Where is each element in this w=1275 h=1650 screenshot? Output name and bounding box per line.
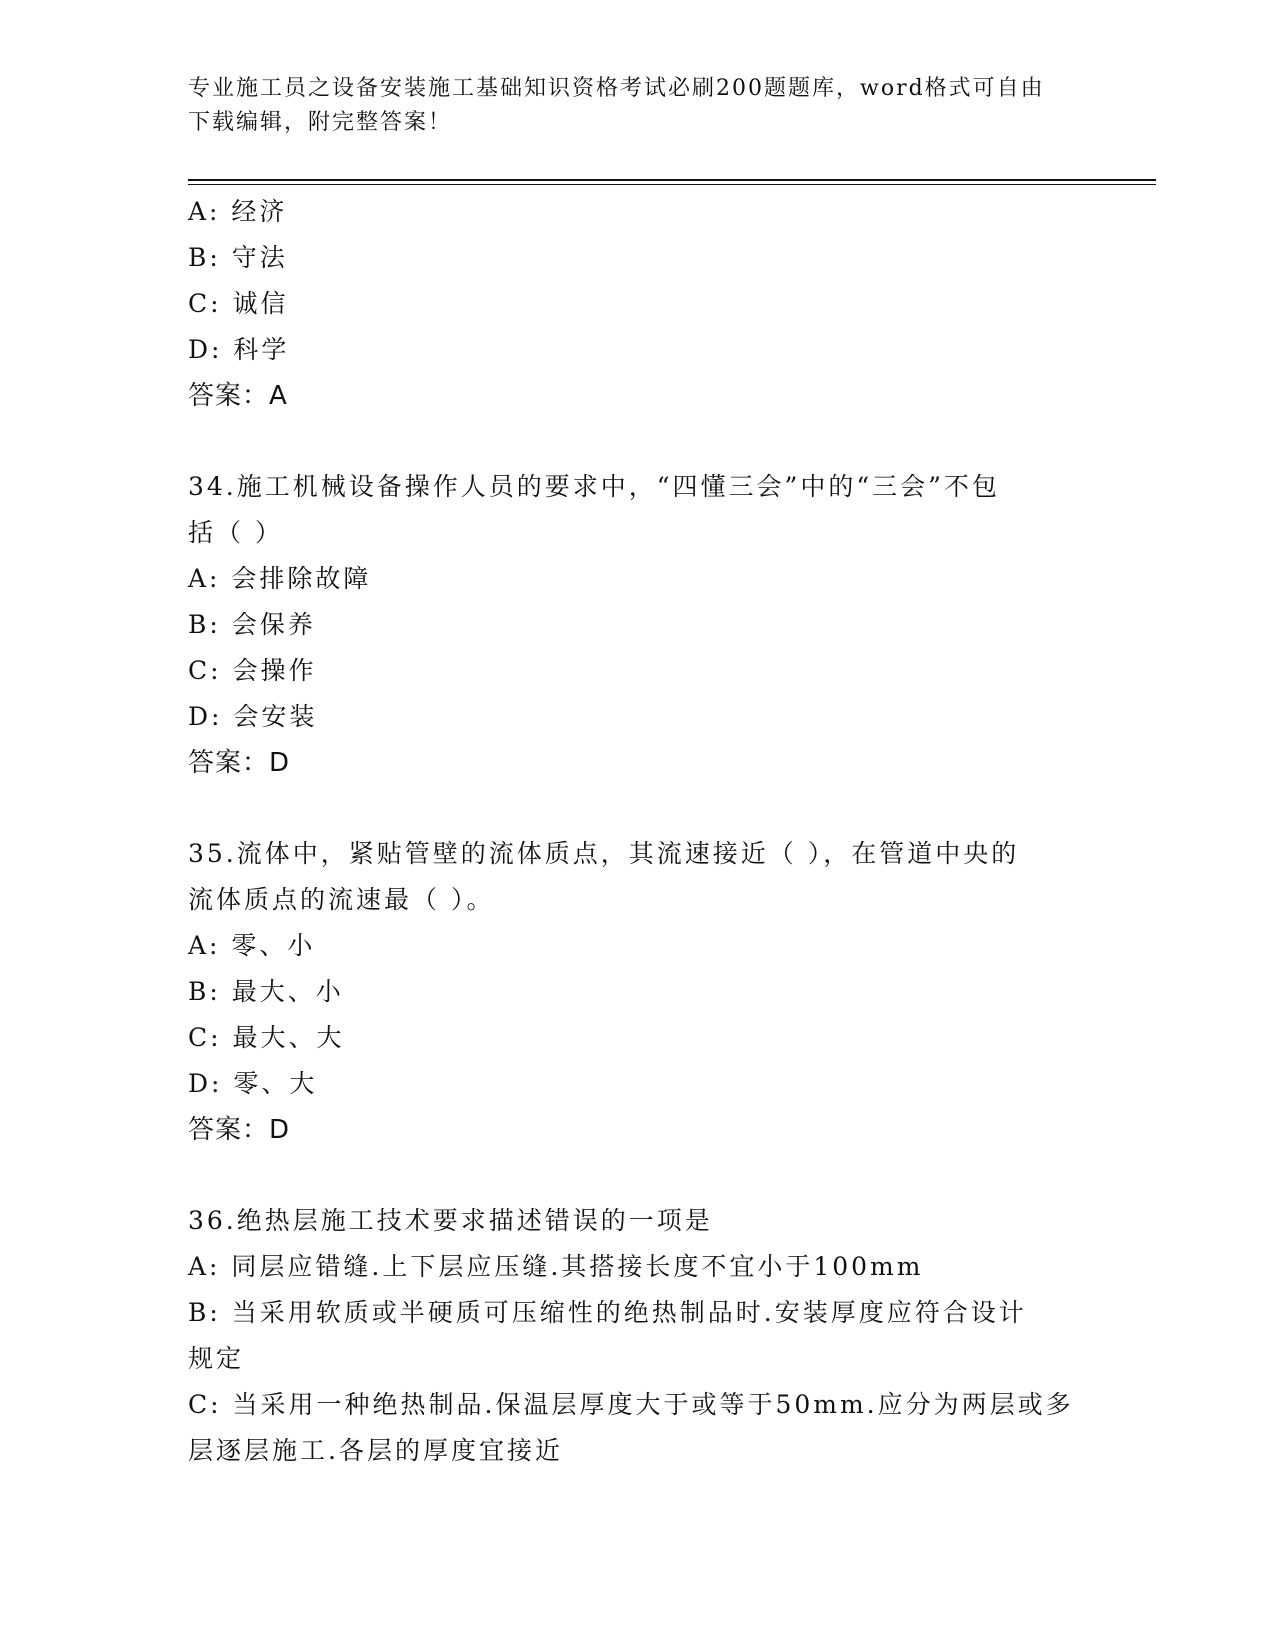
option-b: B: 守法 (188, 243, 288, 272)
option-b: B: 最大、小 (188, 977, 344, 1006)
question-36 (188, 1198, 1088, 1474)
option-a: A: 零、小 (188, 931, 316, 960)
answer: 答案：A (188, 381, 288, 411)
option-c: C: 会操作 (188, 656, 317, 685)
question-34 (188, 464, 1088, 786)
option-c: C: 当采用一种绝热制品.保温层厚度大于或等于50mm.应分为两层或多 (188, 1390, 1074, 1419)
document-header (188, 72, 1088, 140)
question-35 (188, 831, 1088, 1153)
question-list (188, 189, 1088, 1474)
header-line-1: 专业施工员之设备安装施工基础知识资格考试必刷200题题库，word格式可自由 (188, 76, 1045, 101)
question-stem: 34.施工机械设备操作人员的要求中，“四懂三会”中的“三会”不包 (188, 472, 1000, 501)
header-divider-thick (188, 179, 1156, 181)
option-d: D: 会安装 (188, 702, 318, 731)
option-b: B: 当采用软质或半硬质可压缩性的绝热制品时.安装厚度应符合设计 (188, 1298, 1027, 1327)
option-d: D: 科学 (188, 335, 290, 364)
question-stem: 35.流体中，紧贴管壁的流体质点，其流速接近（ ），在管道中央的 (188, 839, 1020, 868)
answer: 答案：D (188, 1115, 291, 1145)
option-b-continued: 规定 (188, 1344, 245, 1373)
option-b: B: 会保养 (188, 610, 316, 639)
option-a: A: 同层应错缝.上下层应压缝.其搭接长度不宜小于100mm (188, 1252, 924, 1281)
option-a: A: 会排除故障 (188, 564, 372, 593)
question-stem-continued: 流体质点的流速最（ ）。 (188, 885, 495, 914)
answer: 答案：D (188, 748, 291, 778)
option-c: C: 诚信 (188, 289, 289, 318)
question-stem-continued: 括（ ） (188, 518, 283, 547)
option-a: A: 经济 (188, 197, 288, 226)
option-c-continued: 层逐层施工.各层的厚度宜接近 (188, 1436, 563, 1465)
header-divider-thin (188, 184, 1156, 185)
option-c: C: 最大、大 (188, 1023, 345, 1052)
header-line-2: 下载编辑，附完整答案！ (188, 110, 453, 135)
option-d: D: 零、大 (188, 1069, 318, 1098)
question-stem: 36.绝热层施工技术要求描述错误的一项是 (188, 1206, 713, 1235)
question-33 (188, 189, 1088, 419)
